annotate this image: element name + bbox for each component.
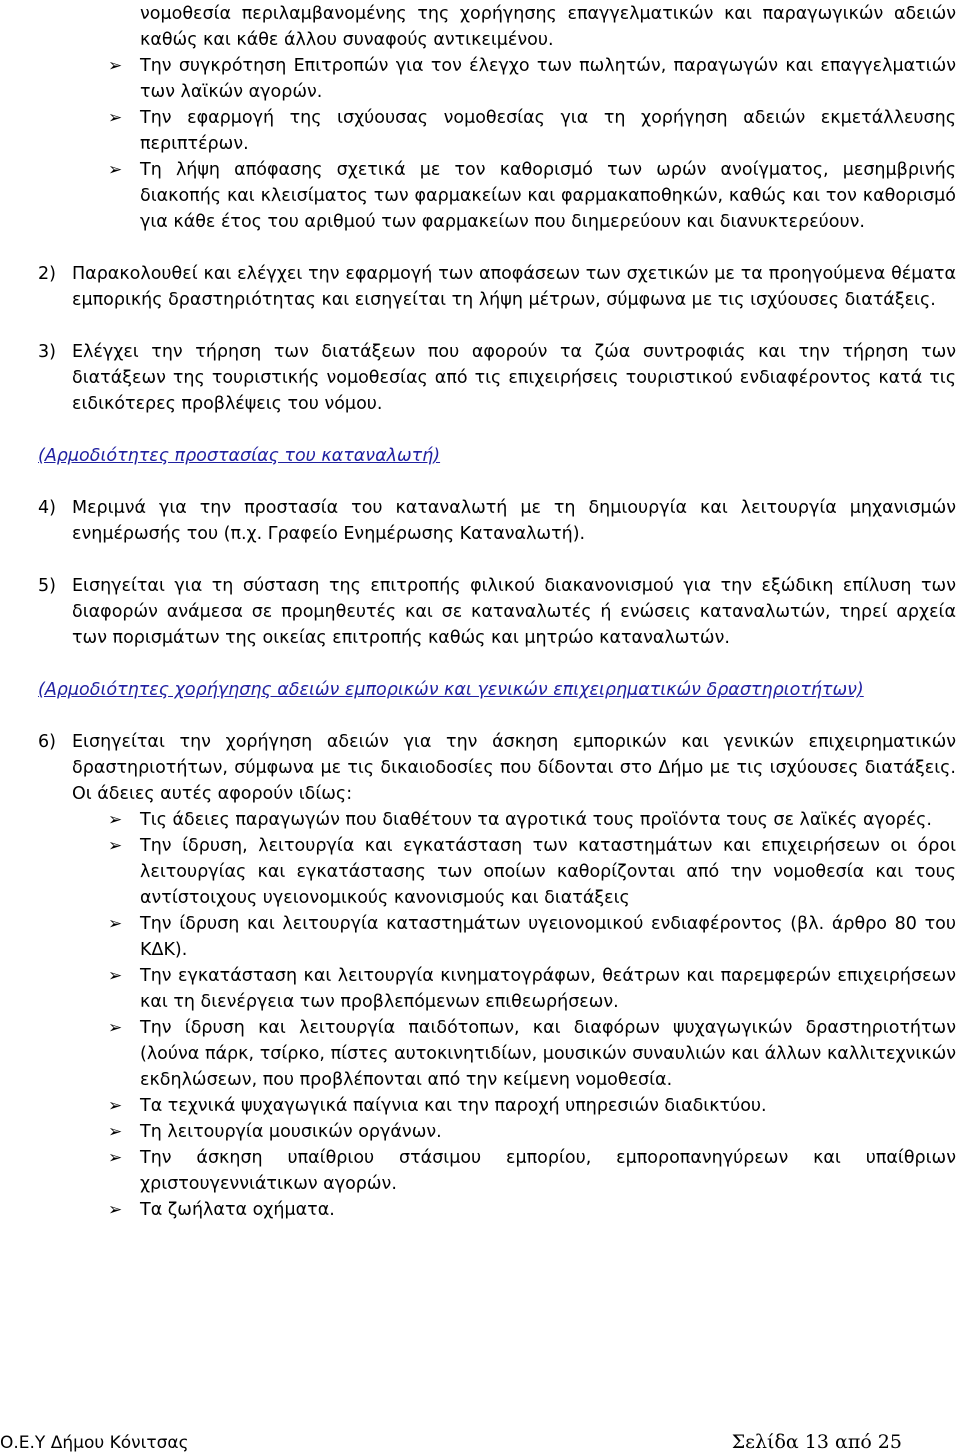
arrow-bullet-icon: ➢ — [108, 56, 123, 76]
list-item — [38, 963, 956, 1015]
paragraph-number: 3) — [38, 342, 56, 362]
arrow-bullet-icon: ➢ — [108, 160, 123, 180]
paragraph-text: Εισηγείται την χορήγηση αδειών για την άσκηση εμπορικών και γενικών επιχειρηματικών δραστηριοτήτων, σύμφωνα με τις δικαιοδοσίες που δίδονται στο Δήμο με τις ισχύουσες διατάξεις. Οι άδειες αυτές αφορούν ιδίως: — [72, 732, 956, 804]
paragraph-number: 6) — [38, 732, 56, 752]
list-item-text: Τα τεχνικά ψυχαγωγικά παίγνια και την παροχή υπηρεσιών διαδικτύου. — [140, 1096, 767, 1116]
list-item-text: Τη λήψη απόφασης σχετικά με τον καθορισμό των ωρών ανοίγματος, μεσημβρινής διακοπής και κλεισίματος των φαρμακείων και φαρμακαποθηκών, καθώς και τον καθορισμό για κάθε έτος του αριθμού των φαρμακείων που διημερεύουν και διανυκτερεύουν. — [140, 160, 956, 232]
section-heading-consumer: (Αρμοδιότητες προστασίας του καταναλωτή) — [38, 446, 441, 466]
list-item-text: Τη λειτουργία μουσικών οργάνων. — [140, 1122, 442, 1142]
paragraph-number: 4) — [38, 498, 56, 518]
paragraph-number: 2) — [38, 264, 56, 284]
list-item-text: Την εγκατάσταση και λειτουργία κινηματογράφων, θεάτρων και παρεμφερών επιχειρήσεων και τη διενέργεια των προβλεπόμενων επιθεωρήσεων. — [140, 966, 956, 1012]
list-item-text: Την ίδρυση, λειτουργία και εγκατάσταση των καταστημάτων και επιχειρήσεων οι όροι λειτουργίας και εγκατάστασης των οποίων καθορίζονται από την νομοθεσία και τους αντίστοιχους υγειονομικούς κανονισμούς και διατάξεις — [140, 836, 956, 908]
paragraph-number: 5) — [38, 576, 56, 596]
list-item — [38, 105, 956, 157]
paragraph-text: Ελέγχει την τήρηση των διατάξεων που αφορούν τα ζώα συντροφιάς και την τήρηση των διατάξεων της τουριστικής νομοθεσίας από τις επιχειρήσεις τουριστικού ενδιαφέροντος κατά τις ειδικότερες προβλέψεις του νόμου. — [72, 342, 956, 414]
numbered-paragraph-3 — [38, 339, 956, 417]
list-item-text: Την συγκρότηση Επιτροπών για τον έλεγχο των πωλητών, παραγωγών και επαγγελματιών των λαϊκών αγορών. — [140, 56, 956, 102]
list-item-text: Την ίδρυση και λειτουργία καταστημάτων υγειονομικού ενδιαφέροντος (βλ. άρθρο 80 του ΚΔΚ). — [140, 914, 956, 960]
list-item — [38, 833, 956, 911]
list-item — [38, 911, 956, 963]
license-bullet-list — [38, 807, 956, 1223]
footer-organization: Ο.Ε.Υ Δήμου Κόνιτσας — [0, 1433, 189, 1453]
paragraph-text: Εισηγείται για τη σύσταση της επιτροπής φιλικού διακανονισμού για την εξώδικη επίλυση των διαφορών ανάμεσα σε προμηθευτές και σε καταναλωτές ή ενώσεις καταναλωτών, τηρεί αρχεία των πορισμάτων της οικείας επιτροπής καθώς και μητρώο καταναλωτών. — [72, 576, 956, 648]
list-item — [38, 157, 956, 235]
arrow-bullet-icon: ➢ — [108, 836, 123, 856]
arrow-bullet-icon: ➢ — [108, 1018, 123, 1038]
list-item — [38, 1015, 956, 1093]
list-item — [38, 1145, 956, 1197]
paragraph-text: Μεριμνά για την προστασία του καταναλωτή με τη δημιουργία και λειτουργία μηχανισμών ενημέρωσής του (π.χ. Γραφείο Ενημέρωσης Καταναλωτή). — [72, 498, 956, 544]
section-heading-licenses: (Αρμοδιότητες χορήγησης αδειών εμπορικών και γενικών επιχειρηματικών δραστηριοτήτων) — [38, 680, 864, 700]
numbered-paragraph-5 — [38, 573, 956, 651]
list-item-text: Τις άδειες παραγωγών που διαθέτουν τα αγροτικά τους προϊόντα τους σε λαϊκές αγορές. — [140, 810, 932, 830]
list-item — [38, 1119, 956, 1145]
arrow-bullet-icon: ➢ — [108, 810, 123, 830]
page-footer — [0, 1428, 960, 1455]
numbered-paragraph-2 — [38, 261, 956, 313]
arrow-bullet-icon: ➢ — [108, 1148, 123, 1168]
footer-page-number: Σελίδα 13 από 25 — [731, 1431, 902, 1453]
arrow-bullet-icon: ➢ — [108, 914, 123, 934]
arrow-bullet-icon: ➢ — [108, 1096, 123, 1116]
list-item — [38, 53, 956, 105]
continuation-paragraph: νομοθεσία περιλαμβανομένης της χορήγησης επαγγελματικών και παραγωγικών αδειών καθώς και κάθε άλλου συναφούς αντικειμένου. — [140, 4, 956, 50]
list-item-text: Την άσκηση υπαίθριου στάσιμου εμπορίου, εμποροπανηγύρεων και υπαίθριων χριστουγεννιάτικων αγορών. — [140, 1148, 956, 1194]
list-item — [38, 807, 956, 833]
list-item-text: Την ίδρυση και λειτουργία παιδότοπων, και διαφόρων ψυχαγωγικών δραστηριοτήτων (λούνα πάρκ, τσίρκο, πίστες αυτοκινητιδίων, μουσικών συναυλιών και άλλων καλλιτεχνικών εκδηλώσεων, που προβλέπονται από την κείμενη νομοθεσία. — [140, 1018, 956, 1090]
arrow-bullet-icon: ➢ — [108, 1200, 123, 1220]
list-item-text: Την εφαρμογή της ισχύουσας νομοθεσίας για τη χορήγηση αδειών εκμετάλλευσης περιπτέρων. — [140, 108, 956, 154]
arrow-bullet-icon: ➢ — [108, 966, 123, 986]
document-page — [38, 0, 956, 1223]
numbered-paragraph-6 — [38, 729, 956, 807]
arrow-bullet-icon: ➢ — [108, 1122, 123, 1142]
paragraph-text: Παρακολουθεί και ελέγχει την εφαρμογή των αποφάσεων των σχετικών με τα προηγούμενα θέματα εμπορικής δραστηριότητας και εισηγείται τη λήψη μέτρων, σύμφωνα με τις ισχύουσες διατάξεις. — [72, 264, 956, 310]
list-item — [38, 1093, 956, 1119]
list-item-text: Τα ζωήλατα οχήματα. — [140, 1200, 335, 1220]
list-item — [38, 1197, 956, 1223]
numbered-paragraph-4 — [38, 495, 956, 547]
arrow-bullet-icon: ➢ — [108, 108, 123, 128]
